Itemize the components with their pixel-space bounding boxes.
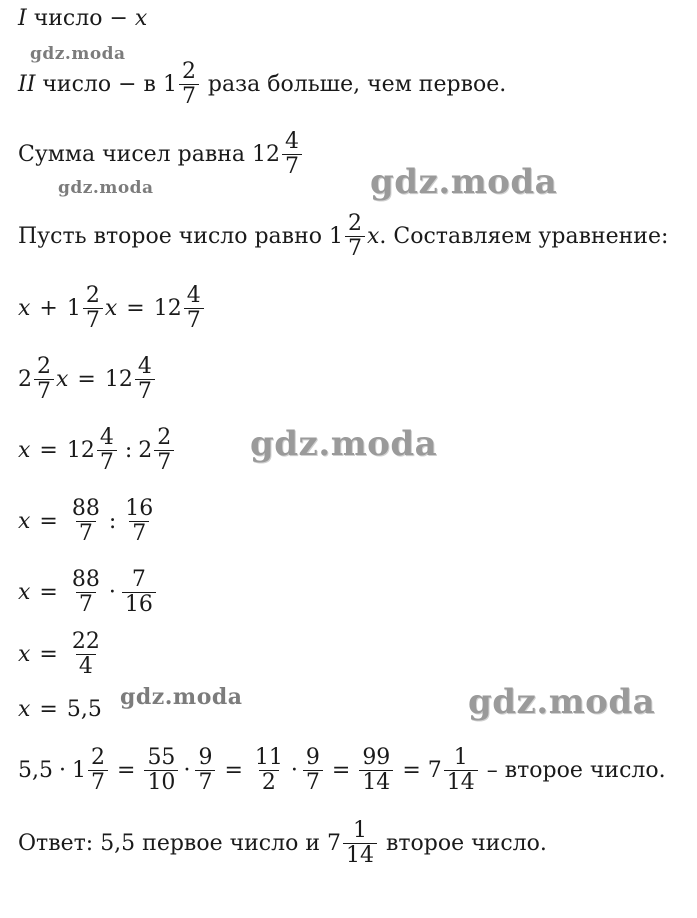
line-let-second	[18, 212, 668, 261]
text: раза больше, чем первое.	[200, 71, 507, 97]
watermark: gdz.moda	[30, 44, 126, 64]
mixed-number	[329, 212, 367, 261]
fraction	[83, 284, 103, 333]
variable: x	[18, 295, 31, 321]
division-sign: :	[108, 508, 117, 534]
mixed-number	[428, 746, 480, 795]
fraction	[69, 497, 103, 546]
plus-sign: +	[39, 295, 58, 321]
denominator: 4	[76, 654, 96, 679]
equation-1	[18, 284, 206, 333]
equation-6	[18, 630, 105, 679]
equation-5	[18, 568, 158, 617]
fraction	[88, 746, 108, 795]
mixed-number	[163, 60, 201, 109]
fraction	[135, 355, 155, 404]
roman-numeral: I	[18, 6, 27, 31]
fraction	[69, 568, 103, 617]
numerator: 22	[71, 629, 100, 654]
watermark: gdz.moda	[468, 682, 656, 722]
equals-sign: =	[224, 757, 243, 783]
equals-sign: =	[39, 697, 58, 722]
text: . Составляем уравнение:	[379, 223, 669, 249]
denominator: 7	[76, 521, 96, 546]
equation-2	[18, 355, 157, 404]
text: число − в	[35, 71, 163, 97]
denominator: 2	[259, 770, 279, 795]
denominator: 7	[154, 450, 174, 475]
numerator: 4	[186, 283, 201, 308]
equals-sign: =	[77, 366, 96, 392]
denominator: 16	[122, 592, 156, 617]
fraction	[122, 497, 156, 546]
numerator: 2	[157, 425, 172, 450]
first-number: 5,5	[18, 757, 53, 783]
mixed-number	[327, 819, 379, 868]
answer-text: Ответ: 5,5 первое число и	[18, 830, 327, 856]
text: – второе число.	[479, 757, 666, 783]
variable: x	[56, 366, 69, 392]
variable: x	[134, 6, 148, 31]
numerator: 16	[125, 496, 154, 521]
mixed-number	[105, 355, 157, 404]
mixed-number	[72, 746, 110, 795]
numerator: 9	[198, 745, 213, 770]
numerator: 88	[71, 567, 100, 592]
whole-part: 2	[138, 437, 153, 463]
equation-8	[18, 746, 666, 795]
numerator: 2	[181, 59, 196, 84]
numerator: 4	[137, 354, 152, 379]
whole-part: 12	[104, 366, 133, 392]
answer-tail: второе число.	[378, 830, 547, 856]
numerator: 9	[305, 745, 320, 770]
fraction	[122, 568, 156, 617]
whole-part: 7	[326, 830, 341, 856]
denominator: 7	[282, 154, 302, 179]
equals-sign: =	[126, 295, 145, 321]
whole-part: 1	[66, 295, 81, 321]
mixed-number	[252, 130, 304, 179]
variable: x	[366, 223, 380, 249]
fraction	[69, 630, 103, 679]
numerator: 2	[37, 354, 51, 379]
numerator: 55	[147, 745, 176, 770]
denominator: 7	[345, 236, 365, 261]
variable: x	[18, 508, 31, 534]
equals-sign: =	[39, 579, 58, 605]
fraction	[179, 60, 199, 109]
fraction	[359, 746, 393, 795]
whole-part: 12	[66, 437, 95, 463]
numerator: 99	[362, 745, 391, 770]
watermark: gdz.moda	[250, 424, 438, 464]
fraction	[34, 355, 54, 404]
whole-part: 7	[427, 757, 442, 783]
mixed-number	[138, 426, 176, 475]
whole-part: 1	[162, 71, 177, 97]
whole-part: 12	[252, 141, 280, 167]
fraction	[303, 746, 323, 795]
denominator: 7	[76, 592, 96, 617]
mixed-number	[67, 426, 119, 475]
variable: x	[18, 437, 31, 463]
variable: x	[18, 641, 31, 667]
variable: x	[104, 295, 118, 321]
mixed-number	[67, 284, 105, 333]
line-second-number	[18, 60, 506, 109]
text: Пусть второе число равно	[18, 223, 329, 249]
mixed-number	[18, 355, 56, 404]
numerator: 7	[131, 567, 146, 592]
text: число −	[26, 6, 135, 31]
line-sum	[18, 130, 304, 179]
fraction	[195, 746, 215, 795]
fraction	[345, 212, 365, 261]
equation-4	[18, 497, 158, 546]
text: Сумма чисел равна	[18, 141, 252, 167]
equals-sign: =	[402, 757, 421, 783]
line-first-number	[18, 6, 147, 32]
numerator: 1	[453, 745, 468, 770]
answer-line	[18, 819, 547, 868]
whole-part: 1	[72, 757, 86, 783]
fraction	[343, 819, 377, 868]
denominator: 14	[343, 843, 377, 868]
equals-sign: =	[39, 641, 58, 667]
denominator: 7	[34, 379, 54, 404]
result-value: 5,5	[66, 697, 102, 722]
equals-sign: =	[39, 508, 58, 534]
numerator: 4	[285, 129, 299, 154]
variable: x	[18, 579, 31, 605]
denominator: 7	[135, 379, 155, 404]
whole-part: 1	[328, 223, 343, 249]
denominator: 7	[195, 770, 215, 795]
fraction	[252, 746, 286, 795]
watermark: gdz.moda	[120, 684, 243, 710]
denominator: 7	[184, 308, 204, 333]
denominator: 7	[179, 84, 199, 109]
numerator: 2	[91, 745, 105, 770]
fraction	[154, 426, 174, 475]
multiplication-sign: ·	[183, 757, 191, 783]
denominator: 14	[359, 770, 393, 795]
denominator: 7	[88, 770, 108, 795]
division-sign: :	[124, 437, 133, 463]
whole-part: 12	[153, 295, 182, 321]
fraction	[184, 284, 204, 333]
multiplication-sign: ·	[290, 757, 298, 783]
equals-sign: =	[39, 437, 58, 463]
whole-part: 2	[18, 366, 32, 392]
denominator: 7	[83, 308, 103, 333]
equation-3	[18, 426, 176, 475]
variable: x	[18, 697, 31, 722]
fraction	[282, 130, 302, 179]
watermark: gdz.moda	[58, 178, 154, 198]
denominator: 7	[303, 770, 323, 795]
denominator: 7	[129, 521, 149, 546]
numerator: 11	[254, 745, 283, 770]
numerator: 88	[71, 496, 100, 521]
watermark: gdz.moda	[370, 162, 558, 202]
mixed-number	[154, 284, 206, 333]
equals-sign: =	[331, 757, 351, 783]
roman-numeral: II	[18, 71, 36, 97]
numerator: 2	[347, 211, 362, 236]
denominator: 10	[144, 770, 178, 795]
numerator: 1	[352, 818, 367, 843]
fraction	[97, 426, 117, 475]
numerator: 2	[85, 283, 100, 308]
fraction	[144, 746, 178, 795]
equals-sign: =	[117, 757, 136, 783]
denominator: 7	[97, 450, 117, 475]
equation-7	[18, 697, 102, 723]
denominator: 14	[444, 770, 478, 795]
multiplication-sign: ·	[108, 579, 116, 605]
fraction	[444, 746, 478, 795]
multiplication-sign: ·	[59, 757, 66, 783]
numerator: 4	[99, 425, 114, 450]
